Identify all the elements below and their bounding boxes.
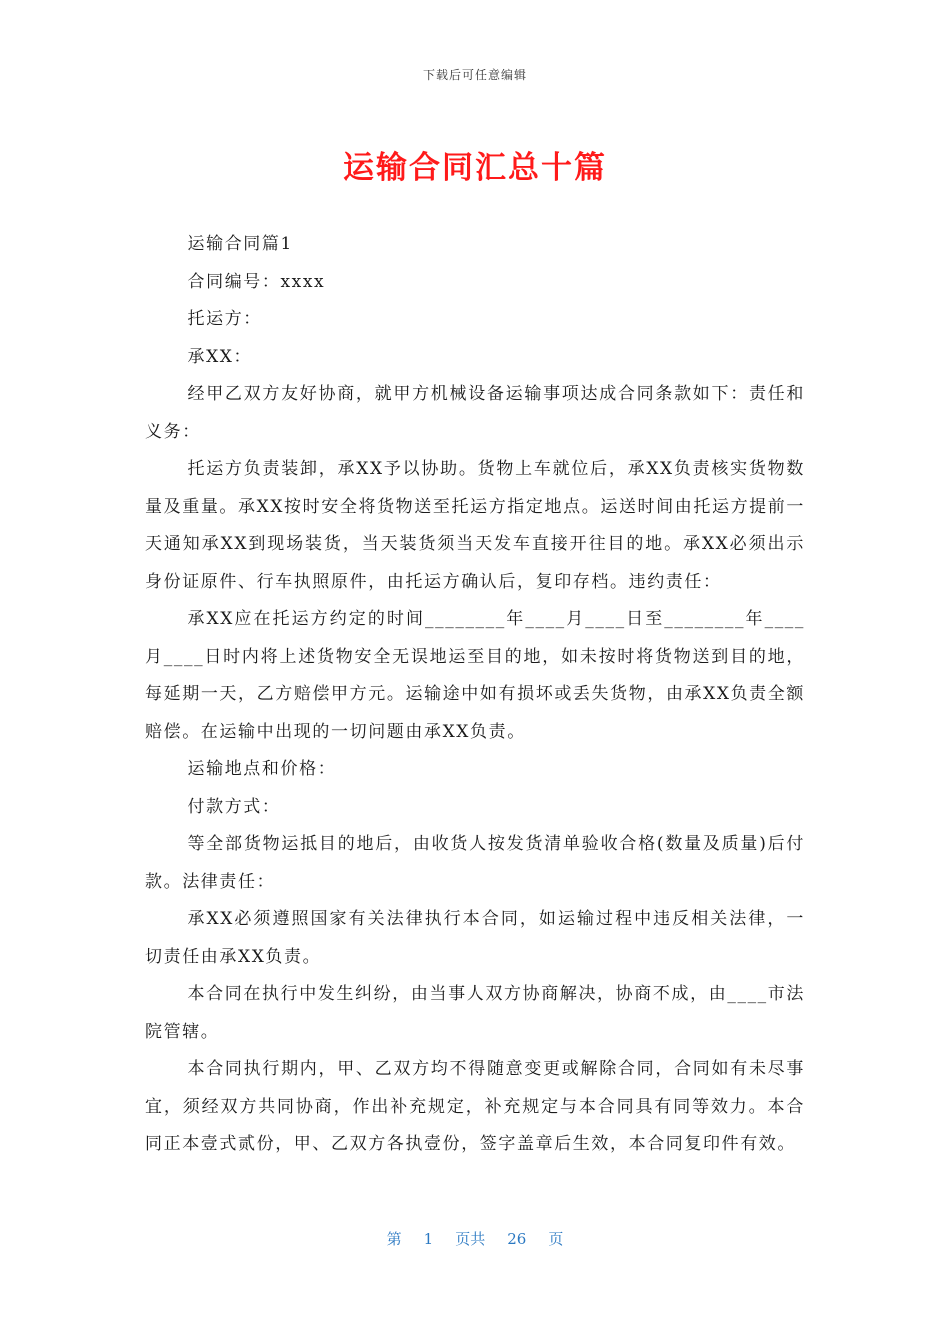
paragraph: 合同编号：xxxx — [187, 271, 326, 292]
paragraph: 运输合同篇1 — [187, 234, 293, 254]
page-header-note: 下载后可任意编辑 — [422, 68, 527, 82]
paragraph: 承XX应在托运方约定的时间________年____月____日至________年____月____日时内将上述货物安全无误地运至目的地，如未按时将货物送到目的地，每延期一天，乙方赔偿甲方元。运输途中如有损坏或丢失货物，由承XX负责全额赔偿。在运输中出现的一切问题由承XX负责。 — [145, 609, 805, 742]
footer-prefix: 第 — [386, 1230, 402, 1248]
document-body — [145, 226, 805, 1164]
document-title: 运输合同汇总十篇 — [343, 150, 607, 186]
paragraph: 托运方负责装卸，承XX予以协助。货物上车就位后，承XX负责核实货物数量及重量。承XX按时安全将货物送至托运方指定地点。运送时间由托运方提前一天通知承XX到现场装货，当天装货须当天发车直接开往目的地。承XX必须出示身份证原件、行车执照原件，由托运方确认后，复印存档。违约责任： — [145, 459, 805, 592]
current-page-number: 1 — [423, 1230, 434, 1248]
paragraph: 托运方： — [187, 309, 262, 329]
paragraph: 本合同在执行中发生纠纷，由当事人双方协商解决，协商不成，由____市法院管辖。 — [145, 984, 805, 1042]
footer-middle: 页共 — [455, 1230, 486, 1248]
paragraph: 等全部货物运抵目的地后，由收货人按发货清单验收合格(数量及质量)后付款。法律责任： — [145, 834, 805, 892]
footer-suffix: 页 — [548, 1230, 564, 1248]
paragraph: 付款方式： — [187, 796, 281, 817]
paragraph: 承XX： — [187, 346, 253, 367]
total-pages-number: 26 — [507, 1230, 527, 1248]
paragraph: 运输地点和价格： — [187, 759, 337, 779]
page-number-footer — [0, 1228, 950, 1249]
paragraph: 本合同执行期内，甲、乙双方均不得随意变更或解除合同，合同如有未尽事宜，须经双方共同协商，作出补充规定，补充规定与本合同具有同等效力。本合同正本壹式贰份，甲、乙双方各执壹份，签字盖章后生效，本合同复印件有效。 — [145, 1059, 805, 1154]
paragraph: 经甲乙双方友好协商，就甲方机械设备运输事项达成合同条款如下：责任和义务： — [145, 384, 805, 442]
paragraph: 承XX必须遵照国家有关法律执行本合同，如运输过程中违反相关法律，一切责任由承XX负责。 — [145, 909, 805, 967]
